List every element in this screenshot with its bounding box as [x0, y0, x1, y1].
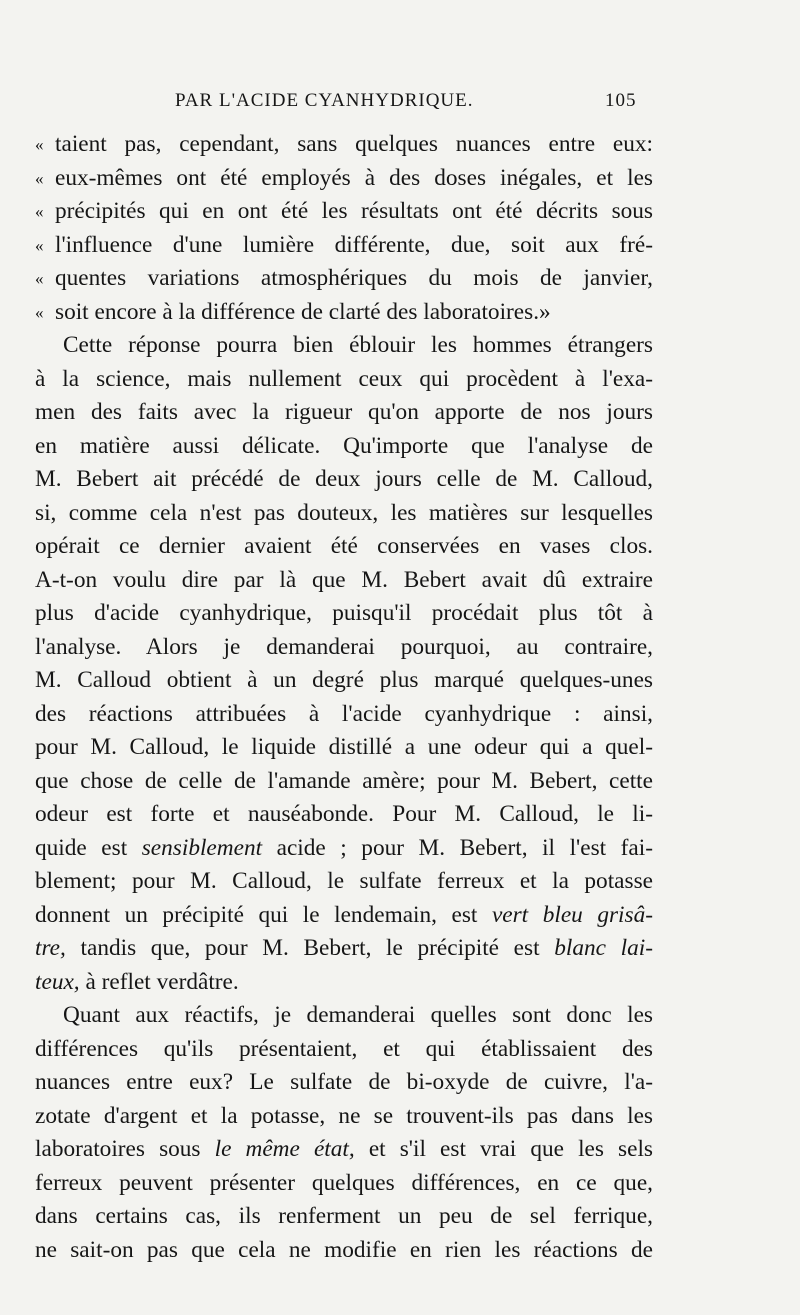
text-segment: des réactions attribuées à l'acide cyanhydrique : ainsi, [35, 700, 653, 727]
text-segment: quide est [35, 834, 142, 861]
text-segment: précipités qui en ont été les résultats ont été décrits sous [55, 198, 653, 224]
body-text [35, 128, 653, 1267]
text-line [35, 731, 653, 765]
text-line [35, 1200, 653, 1234]
text-line [35, 698, 653, 732]
italic-phrase: le même état, [214, 1136, 355, 1162]
text-line [35, 296, 653, 330]
text-segment: pour M. Calloud, le liquide distillé a une odeur qui a quel- [35, 734, 653, 760]
text-line [35, 363, 653, 397]
running-title: PAR L'ACIDE CYANHYDRIQUE. [175, 90, 474, 111]
text-line [35, 966, 653, 1000]
text-line [35, 430, 653, 464]
text-segment: soit encore à la différence de clarté des laboratoires.» [55, 298, 551, 325]
text-segment: différences qu'ils présentaient, et qui établissaient des [35, 1035, 653, 1062]
quote-mark: « [35, 135, 44, 154]
quote-mark: « [35, 168, 44, 188]
text-line [35, 463, 653, 497]
text-line [35, 597, 653, 631]
text-segment: dans certains cas, ils renferment un peu de sel ferrique, [35, 1203, 653, 1229]
text-segment: ferreux peuvent présenter quelques différences, en ce que, [35, 1169, 653, 1196]
text-line [35, 999, 653, 1033]
text-line [35, 329, 653, 363]
text-line [35, 765, 653, 799]
text-segment: acide ; pour M. Bebert, il l'est fai- [262, 834, 653, 861]
text-line [35, 1033, 653, 1067]
text-segment: odeur est forte et nauséabonde. Pour M. Calloud, le li- [35, 801, 653, 827]
text-line [35, 1133, 653, 1167]
text-line [35, 664, 653, 698]
text-segment: l'analyse. Alors je demanderai pourquoi, au contraire, [35, 633, 653, 660]
text-segment: Cette réponse pourra bien éblouir les hommes étrangers [63, 332, 653, 358]
text-segment: men des faits avec la rigueur qu'on apporte de nos jours [35, 399, 653, 425]
text-segment: à la science, mais nullement ceux qui procèdent à l'exa- [35, 365, 653, 392]
text-segment: eux-mêmes ont été employés à des doses inégales, et les [55, 164, 653, 191]
quote-mark: « [35, 235, 44, 255]
text-line [35, 195, 653, 229]
text-segment: taient pas, cependant, sans quelques nuances entre eux: [55, 131, 653, 157]
text-line [35, 1234, 653, 1268]
text-segment: tandis que, pour M. Bebert, le précipité est [65, 935, 555, 961]
text-line [35, 396, 653, 430]
text-segment: M. Calloud obtient à un degré plus marqué quelques-unes [35, 667, 653, 693]
text-line [35, 262, 653, 296]
text-line [35, 1066, 653, 1100]
quote-mark: « [35, 269, 44, 288]
text-line [35, 530, 653, 564]
italic-phrase: tre, [35, 935, 66, 961]
text-line [35, 162, 653, 196]
text-line [35, 832, 653, 866]
quote-mark: « [35, 302, 44, 322]
text-line [35, 497, 653, 531]
text-segment: quentes variations atmosphériques du mois de janvier, [55, 265, 653, 291]
text-line [35, 128, 653, 162]
text-line [35, 229, 653, 263]
text-segment: en matière aussi délicate. Qu'importe que l'analyse de [35, 432, 653, 459]
text-segment: plus d'acide cyanhydrique, puisqu'il procédait plus tôt à [35, 600, 653, 626]
italic-phrase: blanc lai- [554, 935, 653, 961]
text-line [35, 631, 653, 665]
text-line [35, 798, 653, 832]
text-segment: A-t-on voulu dire par là que M. Bebert avait dû extraire [35, 566, 653, 593]
text-line [35, 1167, 653, 1201]
italic-phrase: sensiblement [141, 834, 263, 861]
text-line [35, 865, 653, 899]
text-segment: nuances entre eux? Le sulfate de bi-oxyde de cuivre, l'a- [35, 1069, 653, 1095]
text-segment: que chose de celle de l'amande amère; pour M. Bebert, cette [35, 767, 653, 794]
text-line [35, 932, 653, 966]
text-segment: donnent un précipité qui le lendemain, est [35, 901, 492, 928]
text-line [35, 899, 653, 933]
text-segment: à reflet verdâtre. [79, 968, 239, 995]
italic-phrase: teux, [35, 968, 80, 995]
text-segment: opérait ce dernier avaient été conservées en vases clos. [35, 533, 653, 559]
text-segment: Quant aux réactifs, je demanderai quelles sont donc les [63, 1002, 653, 1028]
text-segment: l'influence d'une lumière différente, due, soit aux fré- [55, 231, 653, 258]
page-header [0, 90, 800, 120]
text-segment: zotate d'argent et la potasse, ne se trouvent-ils pas dans les [35, 1102, 653, 1129]
text-line [35, 1100, 653, 1134]
text-segment: laboratoires sous [35, 1136, 215, 1162]
page-number: 105 [605, 90, 637, 111]
italic-phrase: vert bleu grisâ- [491, 901, 654, 928]
text-line [35, 564, 653, 598]
text-segment: ne sait-on pas que cela ne modifie en rien les réactions de [35, 1236, 653, 1263]
text-segment: M. Bebert ait précédé de deux jours celle de M. Calloud, [35, 466, 653, 492]
text-segment: et s'il est vrai que les sels [354, 1136, 653, 1162]
text-segment: si, comme cela n'est pas douteux, les matières sur lesquelles [35, 499, 653, 526]
quote-mark: « [35, 202, 44, 221]
text-segment: blement; pour M. Calloud, le sulfate ferreux et la potasse [35, 868, 653, 894]
